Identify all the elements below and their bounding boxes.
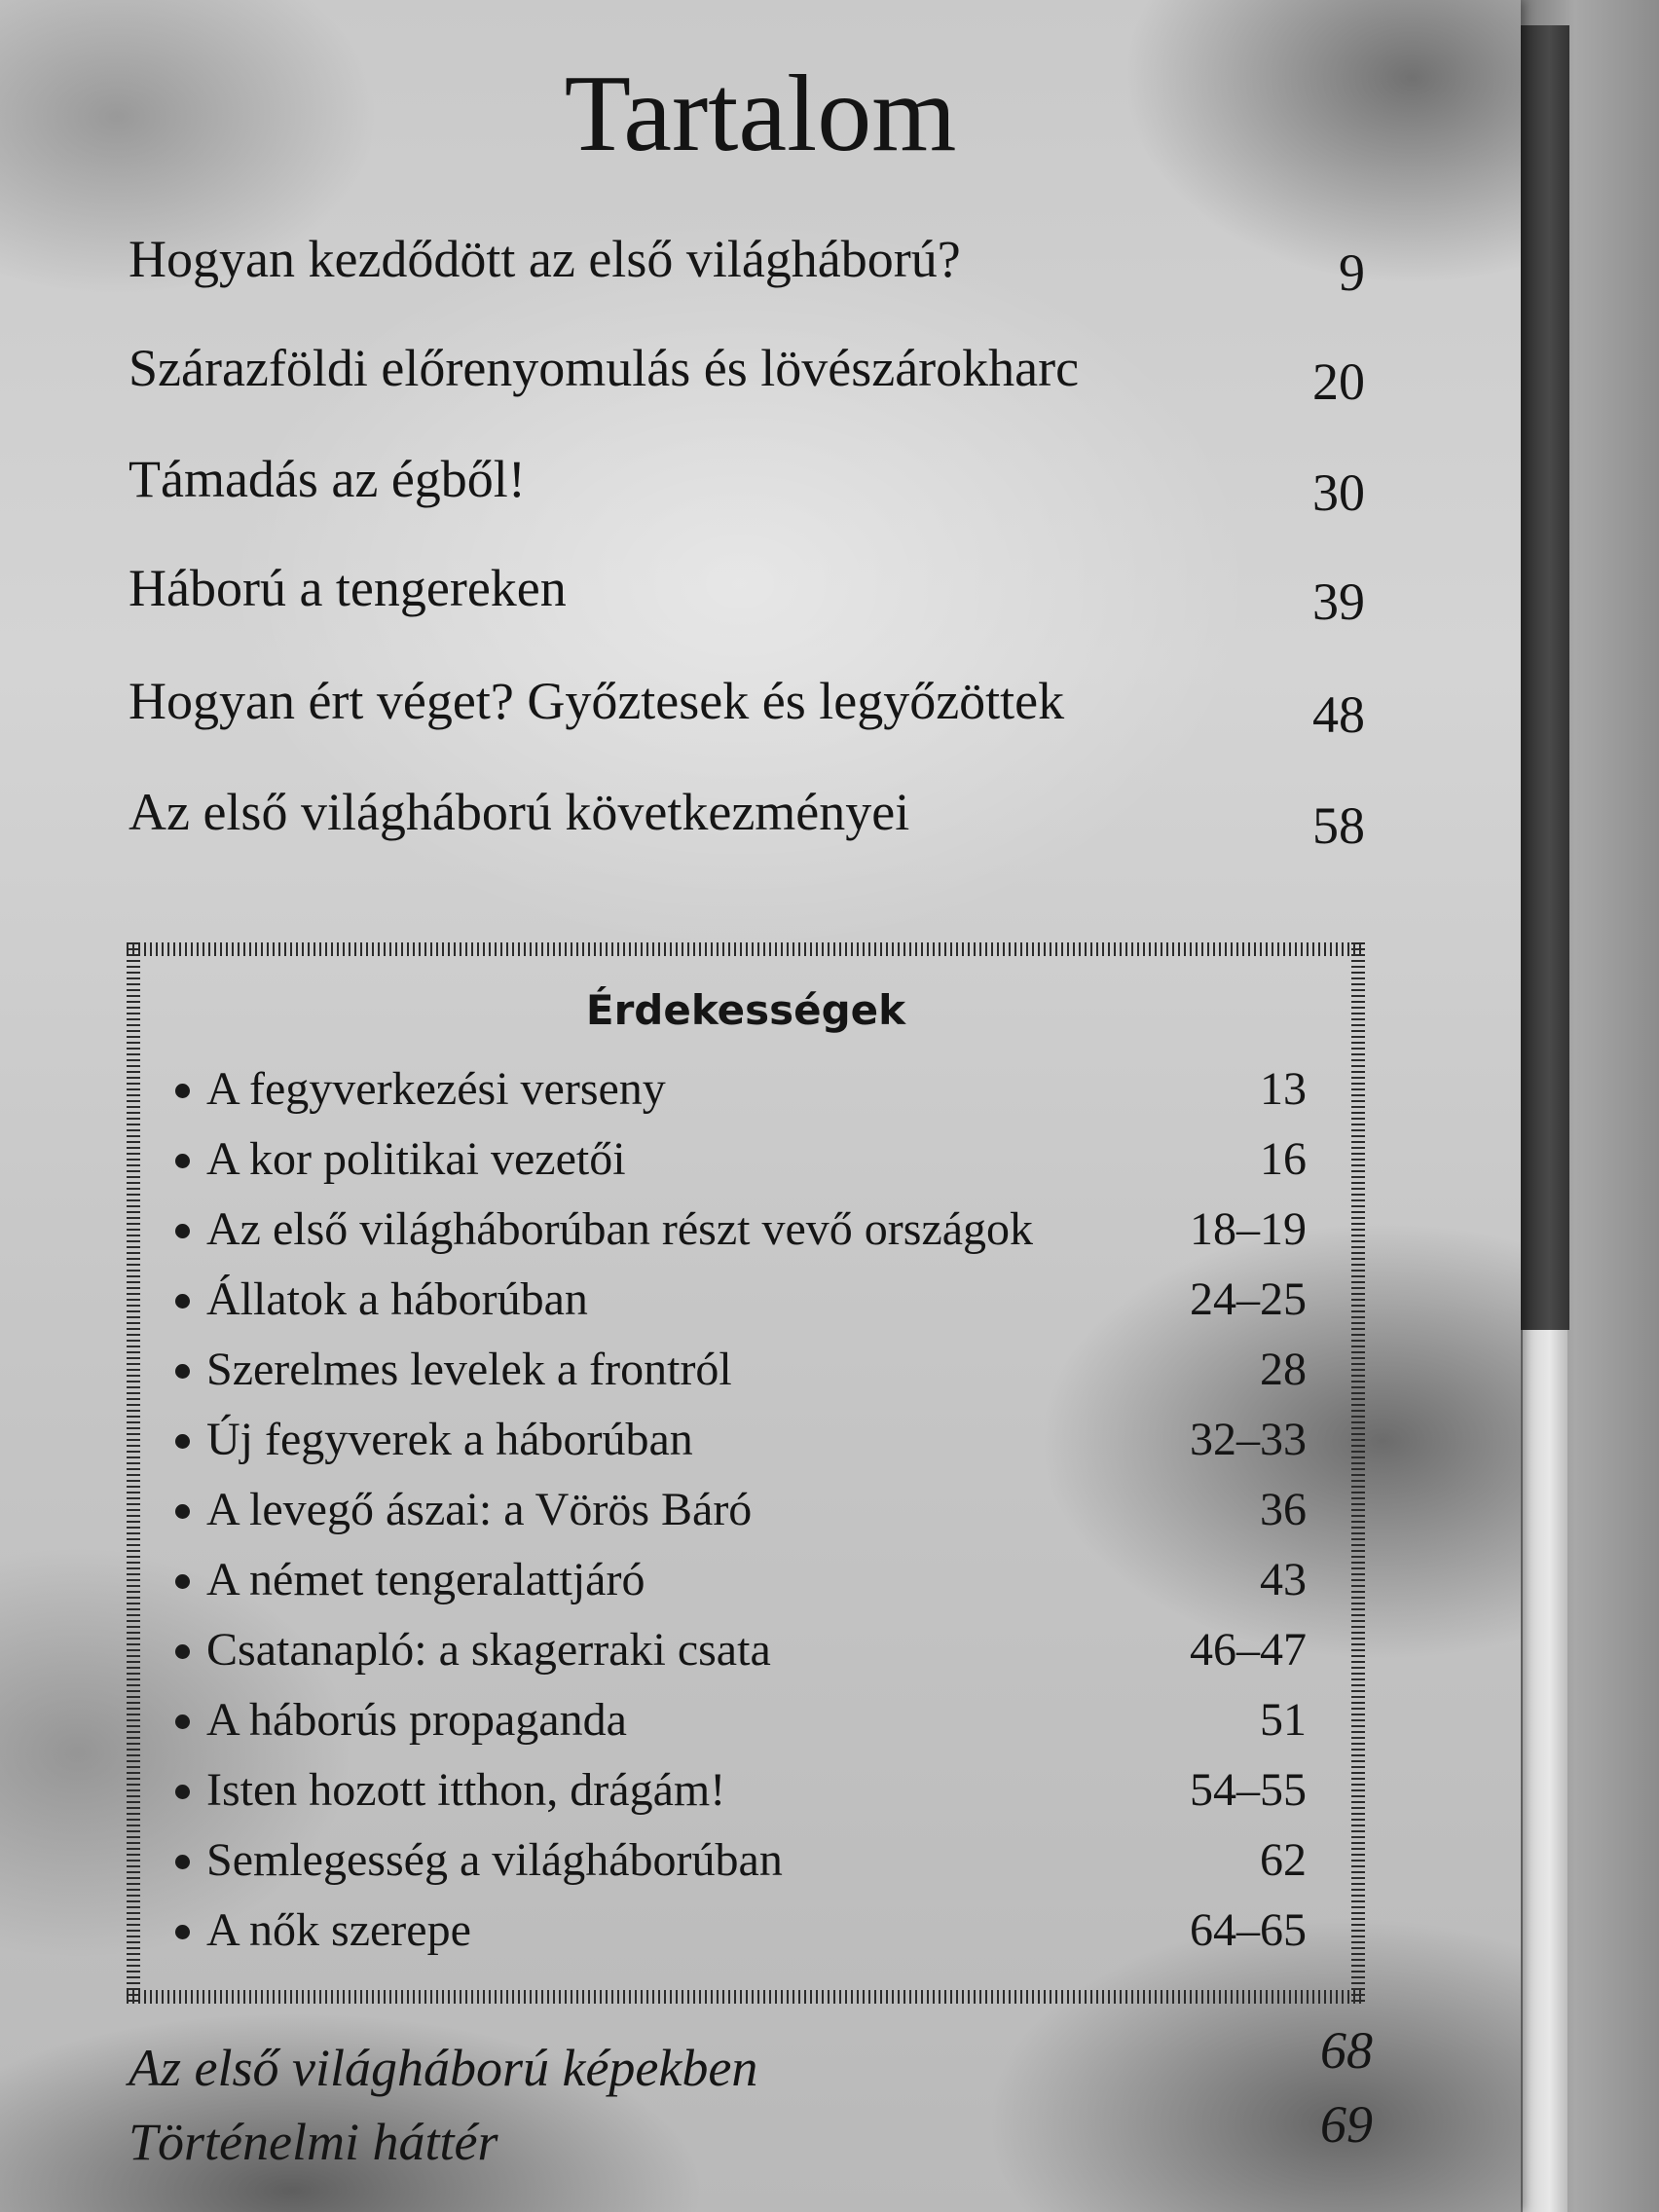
feature-entry[interactable]	[175, 1059, 1307, 1120]
book-spine-light	[1523, 1330, 1567, 2212]
chapter-title: Támadás az égből!	[129, 450, 526, 508]
bullet-icon	[175, 1084, 190, 1098]
chapter-page: 39	[1312, 572, 1365, 631]
book-spine-dark	[1519, 25, 1569, 1330]
feature-page: 64–65	[1190, 1904, 1307, 1956]
feature-page: 46–47	[1190, 1624, 1307, 1676]
feature-page: 28	[1260, 1344, 1307, 1395]
bullet-icon	[175, 1644, 190, 1659]
feature-title: Új fegyverek a háborúban	[206, 1414, 693, 1465]
bullet-icon	[175, 1154, 190, 1168]
chapter-entry[interactable]	[129, 773, 1365, 855]
chapter-title: Hogyan kezdődött az első világháború?	[129, 230, 961, 288]
extra-title: Az első világháború képekben	[129, 2039, 758, 2097]
extra-entry[interactable]	[129, 2095, 1373, 2179]
extra-title: Történelmi háttér	[129, 2113, 498, 2171]
feature-entry[interactable]	[175, 1550, 1307, 1610]
chapter-title: Szárazföldi előrenyomulás és lövészárokharc	[129, 339, 1080, 397]
chapter-title: Az első világháború következményei	[129, 783, 910, 841]
bullet-icon	[175, 1574, 190, 1589]
chapter-page: 58	[1312, 796, 1365, 855]
feature-entry[interactable]	[175, 1620, 1307, 1680]
feature-title: Szerelmes levelek a frontról	[206, 1344, 732, 1395]
chapter-page: 30	[1312, 463, 1365, 522]
bullet-icon	[175, 1714, 190, 1729]
feature-entry[interactable]	[175, 1410, 1307, 1470]
box-border-left	[127, 942, 140, 2004]
feature-entry[interactable]	[175, 1480, 1307, 1540]
feature-title: Állatok a háborúban	[206, 1273, 588, 1325]
bullet-icon	[175, 1925, 190, 1939]
bullet-icon	[175, 1855, 190, 1869]
feature-entry[interactable]	[175, 1900, 1307, 1961]
box-heading: Érdekességek	[585, 986, 906, 1034]
bullet-icon	[175, 1364, 190, 1379]
feature-page: 16	[1260, 1133, 1307, 1185]
feature-title: A német tengeralattjáró	[206, 1554, 645, 1605]
feature-entry[interactable]	[175, 1129, 1307, 1190]
feature-entry[interactable]	[175, 1760, 1307, 1821]
feature-entry[interactable]	[175, 1340, 1307, 1400]
feature-page: 54–55	[1190, 1764, 1307, 1816]
feature-title: Az első világháborúban részt vevő országok	[206, 1203, 1034, 1255]
feature-entry[interactable]	[175, 1199, 1307, 1260]
feature-title: A háborús propaganda	[206, 1694, 627, 1746]
bullet-icon	[175, 1504, 190, 1519]
page-title: Tartalom	[564, 54, 957, 174]
chapter-entry[interactable]	[129, 662, 1365, 744]
feature-title: Isten hozott itthon, drágám!	[206, 1764, 726, 1816]
feature-page: 51	[1260, 1694, 1307, 1746]
chapter-page: 9	[1339, 243, 1365, 302]
bullet-icon	[175, 1294, 190, 1309]
box-border-top	[127, 942, 1365, 956]
extra-entry[interactable]	[129, 2021, 1373, 2105]
feature-title: Semlegesség a világháborúban	[206, 1834, 783, 1886]
chapter-entry[interactable]	[129, 220, 1365, 302]
extra-page: 69	[1320, 2095, 1373, 2154]
feature-entry[interactable]	[175, 1690, 1307, 1751]
feature-page: 36	[1260, 1484, 1307, 1535]
feature-entry[interactable]	[175, 1830, 1307, 1891]
feature-page: 62	[1260, 1834, 1307, 1886]
feature-entry[interactable]	[175, 1270, 1307, 1330]
feature-title: A nők szerepe	[206, 1904, 471, 1956]
bullet-icon	[175, 1224, 190, 1238]
feature-title: Csatanapló: a skagerraki csata	[206, 1624, 771, 1676]
chapter-entry[interactable]	[129, 440, 1365, 522]
chapter-title: Hogyan ért véget? Győztesek és legyőzöttek	[129, 672, 1065, 730]
box-border-bottom	[127, 1990, 1365, 2004]
feature-page: 43	[1260, 1554, 1307, 1605]
chapter-entry[interactable]	[129, 549, 1365, 631]
extra-page: 68	[1320, 2021, 1373, 2080]
feature-page: 13	[1260, 1063, 1307, 1115]
feature-title: A fegyverkezési verseny	[206, 1063, 666, 1115]
bullet-icon	[175, 1434, 190, 1449]
feature-title: A kor politikai vezetői	[206, 1133, 626, 1185]
feature-page: 32–33	[1190, 1414, 1307, 1465]
feature-title: A levegő ászai: a Vörös Báró	[206, 1484, 753, 1535]
chapter-page: 20	[1312, 352, 1365, 411]
feature-page: 18–19	[1190, 1203, 1307, 1255]
chapter-title: Háború a tengereken	[129, 559, 567, 617]
box-border-right	[1351, 942, 1365, 2004]
chapter-page: 48	[1312, 685, 1365, 744]
chapter-entry[interactable]	[129, 329, 1365, 411]
bullet-icon	[175, 1785, 190, 1799]
feature-page: 24–25	[1190, 1273, 1307, 1325]
